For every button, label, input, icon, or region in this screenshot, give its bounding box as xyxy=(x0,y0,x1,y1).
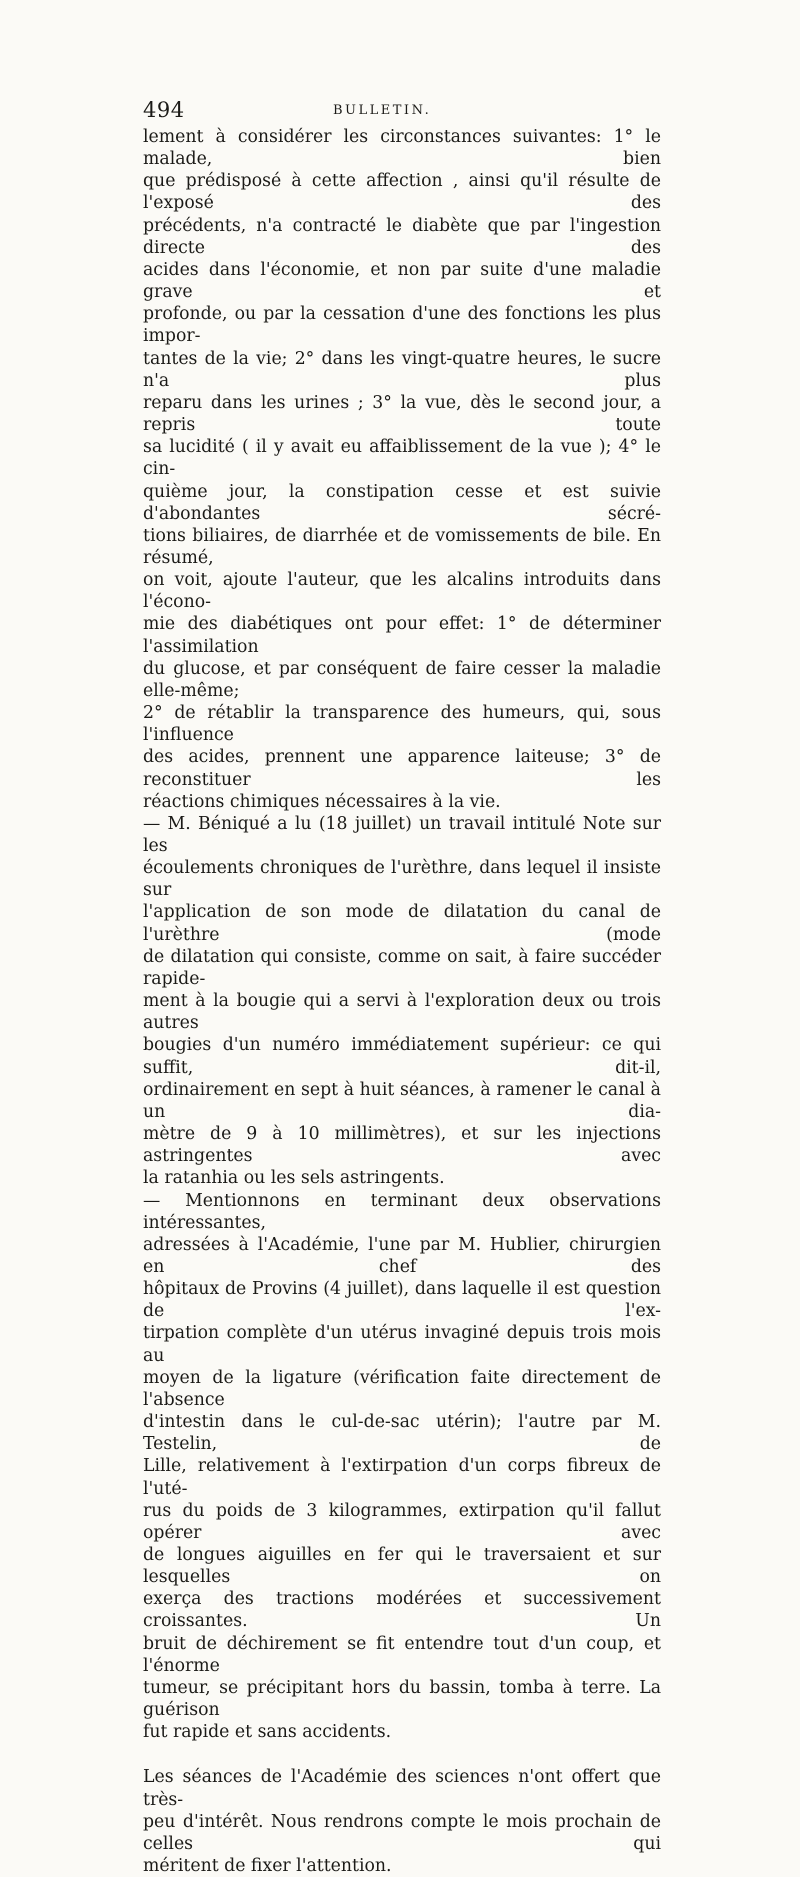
text-line: fut rapide et sans accidents. xyxy=(143,1722,392,1743)
text-line: l'application de son mode de dilatation du canal de l'urèthre (mode xyxy=(143,902,661,945)
text-line: ordinairement en sept à huit séances, à ramener le canal à un dia- xyxy=(143,1079,661,1122)
text-line: tumeur, se précipitant hors du bassin, tomba à terre. La guérison xyxy=(143,1677,661,1721)
text-line: — M. Béniqué a lu (18 juillet) un travail intitulé Note sur les xyxy=(143,813,661,856)
paragraph-gap xyxy=(143,1743,661,1766)
text-line: tantes de la vie; 2° dans les vingt-quatre heures, le sucre n'a plus xyxy=(143,348,661,391)
body-text xyxy=(143,126,661,1877)
text-line: réactions chimiques nécessaires à la vie. xyxy=(143,791,501,812)
text-line: profonde, ou par la cessation d'une des fonctions les plus impor- xyxy=(143,304,661,347)
text-line: 2° de rétablir la transparence des humeurs, qui, sous l'influence xyxy=(143,703,661,746)
text-line: mie des diabétiques ont pour effet: 1° de déterminer l'assimilation xyxy=(143,614,661,657)
text-line: d'intestin dans le cul-de-sac utérin); l'autre par M. Testelin, de xyxy=(143,1412,661,1455)
text-line: mètre de 9 à 10 millimètres), et sur les injections astringentes avec xyxy=(143,1124,661,1167)
text-line: exerça des tractions modérées et successivement croissantes. Un xyxy=(143,1589,661,1632)
text-line: bougies d'un numéro immédiatement supérieur: ce qui suffit, dit-il, xyxy=(143,1035,661,1078)
text-line: Lille, relativement à l'extirpation d'un corps fibreux de l'uté- xyxy=(143,1456,661,1499)
text-line: acides dans l'économie, et non par suite d'une maladie grave et xyxy=(143,259,661,303)
page-header xyxy=(143,98,663,124)
text-line: reparu dans les urines ; 3° la vue, dès le second jour, a repris toute xyxy=(143,392,661,436)
text-line: Les séances de l'Académie des sciences n'ont offert que très- xyxy=(143,1767,661,1810)
text-line: moyen de la ligature (vérification faite directement de l'absence xyxy=(143,1367,661,1410)
text-line: écoulements chroniques de l'urèthre, dans lequel il insiste sur xyxy=(143,858,661,901)
text-line: quième jour, la constipation cesse et est suivie d'abondantes sécré- xyxy=(143,481,661,524)
text-line: lement à considérer les circonstances suivantes: 1° le malade, bien xyxy=(143,127,661,170)
text-line: tirpation complète d'un utérus invaginé depuis trois mois au xyxy=(143,1323,661,1366)
text-line: tions biliaires, de diarrhée et de vomissements de bile. En résumé, xyxy=(143,525,661,568)
text-line: des acides, prennent une apparence laiteuse; 3° de reconstituer les xyxy=(143,747,661,790)
running-head: BULLETIN. xyxy=(333,103,432,118)
text-line: la ratanhia ou les sels astringents. xyxy=(143,1168,445,1189)
text-line: hôpitaux de Provins (4 juillet), dans laquelle il est question de l'ex- xyxy=(143,1279,661,1322)
text-line: peu d'intérêt. Nous rendrons compte le mois prochain de celles qui xyxy=(143,1811,661,1854)
text-line: du glucose, et par conséquent de faire cesser la maladie elle-même; xyxy=(143,658,661,701)
text-line: de dilatation qui consiste, comme on sait, à faire succéder rapide- xyxy=(143,946,661,989)
text-line: adressées à l'Académie, l'une par M. Hublier, chirurgien en chef des xyxy=(143,1234,661,1277)
text-line: sa lucidité ( il y avait eu affaiblissement de la vue ); 4° le cin- xyxy=(143,437,661,480)
page-number: 494 xyxy=(143,98,185,122)
text-line: rus du poids de 3 kilogrammes, extirpation qu'il fallut opérer avec xyxy=(143,1500,661,1543)
text-line: ment à la bougie qui a servi à l'exploration deux ou trois autres xyxy=(143,991,661,1034)
text-line: de longues aiguilles en fer qui le traversaient et sur lesquelles on xyxy=(143,1545,661,1588)
text-line: bruit de déchirement se fit entendre tout d'un coup, et l'énorme xyxy=(143,1633,661,1676)
text-line: méritent de fixer l'attention. xyxy=(143,1856,392,1877)
text-line: — Mentionnons en terminant deux observations intéressantes, xyxy=(143,1190,661,1233)
text-line: que prédisposé à cette affection , ainsi qu'il résulte de l'exposé des xyxy=(143,171,661,214)
text-line: précédents, n'a contracté le diabète que par l'ingestion directe des xyxy=(143,215,661,258)
text-line: on voit, ajoute l'auteur, que les alcalins introduits dans l'écono- xyxy=(143,570,661,613)
